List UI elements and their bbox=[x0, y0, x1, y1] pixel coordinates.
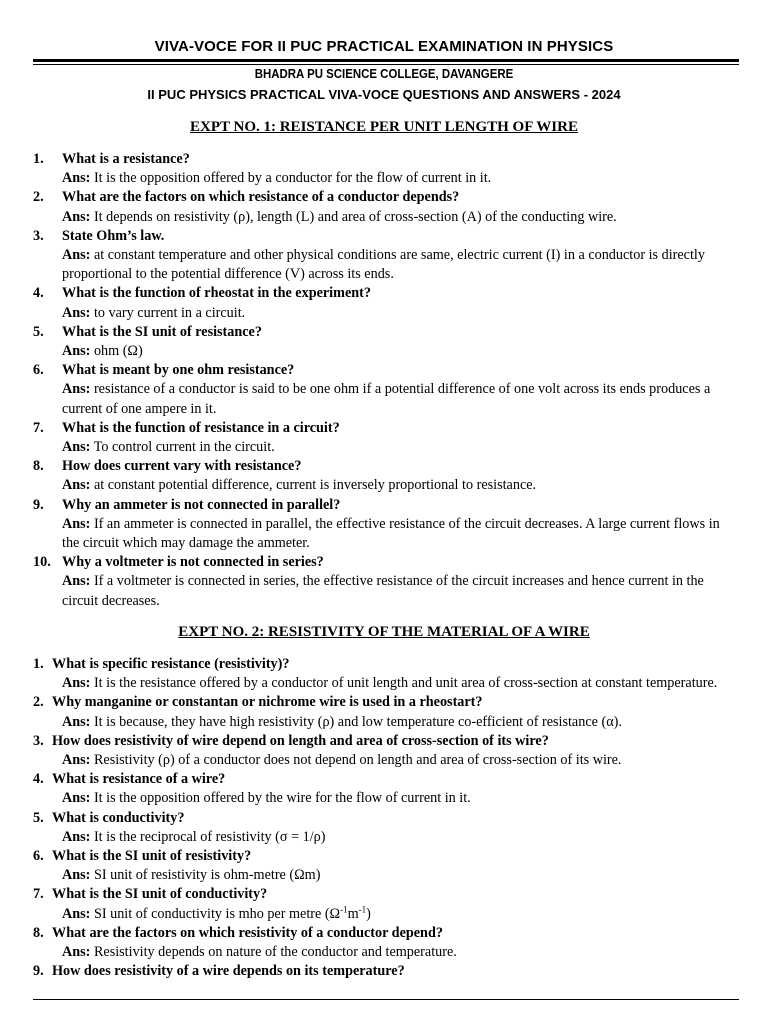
question-item bbox=[0, 770, 768, 808]
header-rule-thin bbox=[33, 64, 739, 65]
question-number: 5. bbox=[33, 323, 44, 340]
question-list-expt-1 bbox=[0, 150, 768, 611]
answer-text bbox=[62, 342, 722, 361]
superscript: -1 bbox=[340, 903, 348, 914]
question-item bbox=[0, 419, 768, 457]
superscript: -1 bbox=[358, 903, 367, 914]
answer-body: Resistivity (ρ) of a conductor does not depend on length and area of cross-section of its wire. bbox=[93, 752, 622, 769]
answer-body: If an ammeter is connected in parallel, the effective resistance of the circuit decreases. A large current flows in the circuit which may damage the ammeter. bbox=[62, 515, 720, 552]
answer-label: Ans: bbox=[62, 752, 91, 769]
section-title-expt-1: EXPT NO. 1: REISTANCE PER UNIT LENGTH OF WIRE bbox=[190, 119, 578, 135]
answer-body: If a voltmeter is connected in series, the effective resistance of the circuit increases and hence current in the circuit decreases. bbox=[62, 573, 704, 609]
question-item bbox=[0, 188, 768, 226]
question-number: 3. bbox=[33, 227, 44, 244]
answer-label: Ans: bbox=[62, 304, 91, 321]
answer-label: Ans: bbox=[62, 790, 91, 807]
question-item bbox=[0, 227, 768, 285]
question-text: How does resistivity of wire depend on length and area of cross-section of its wire? bbox=[52, 732, 549, 749]
question-text: Why an ammeter is not connected in parallel? bbox=[62, 496, 341, 513]
answer-label: Ans: bbox=[62, 477, 91, 494]
question-text: State Ohm’s law. bbox=[62, 227, 165, 244]
question-item bbox=[0, 962, 768, 981]
question-number: 1. bbox=[33, 656, 44, 672]
college-name: BHADRA PU SCIENCE COLLEGE, DAVANGERE bbox=[254, 66, 514, 81]
question-item bbox=[0, 655, 768, 693]
question-item bbox=[0, 553, 768, 611]
question-item bbox=[0, 457, 768, 495]
question-item bbox=[0, 809, 768, 847]
question-number: 10. bbox=[33, 554, 51, 571]
answer-text bbox=[62, 515, 722, 553]
answer-body: resistance of a conductor is said to be one ohm if a potential difference of one volt across its ends produces a current of one ampere in it. bbox=[62, 381, 711, 417]
question-item bbox=[0, 732, 768, 770]
question-number: 5. bbox=[33, 809, 44, 826]
answer-text bbox=[62, 674, 722, 693]
answer-text bbox=[62, 246, 722, 284]
answer-text bbox=[62, 169, 722, 188]
question-item bbox=[0, 284, 768, 322]
question-text: What is resistance of a wire? bbox=[52, 771, 226, 788]
answer-text bbox=[62, 828, 722, 847]
answer-body: It is the opposition offered by a conductor for the flow of current in it. bbox=[93, 170, 492, 187]
answer-text bbox=[62, 789, 722, 808]
question-item bbox=[0, 496, 768, 554]
answer-text bbox=[62, 208, 722, 227]
answer-body: at constant temperature and other physical conditions are same, electric current (I) in a conductor is directly proportional to the potential difference (V) across its ends. bbox=[62, 247, 705, 283]
answer-body: It is the resistance offered by a conductor of unit length and unit area of cross-section at constant temperature. bbox=[93, 675, 718, 692]
question-number: 6. bbox=[33, 848, 44, 865]
question-number: 8. bbox=[33, 458, 44, 475]
question-number: 9. bbox=[33, 963, 44, 980]
question-text: What is specific resistance (resistivity)? bbox=[52, 656, 290, 672]
answer-body: Resistivity depends on nature of the conductor and temperature. bbox=[93, 944, 457, 961]
answer-label: Ans: bbox=[62, 208, 91, 225]
question-text: What is the SI unit of resistance? bbox=[62, 323, 262, 340]
question-number: 6. bbox=[33, 362, 44, 379]
question-item bbox=[0, 150, 768, 188]
main-title: VIVA-VOCE FOR II PUC PRACTICAL EXAMINATION IN PHYSICS bbox=[154, 38, 614, 55]
answer-text bbox=[62, 943, 722, 962]
question-text: What is the function of resistance in a circuit? bbox=[62, 419, 340, 436]
question-item bbox=[0, 847, 768, 885]
answer-label: Ans: bbox=[62, 713, 91, 730]
question-number: 3. bbox=[33, 732, 44, 749]
answer-body: at constant potential difference, current is inversely proportional to resistance. bbox=[93, 477, 537, 494]
answer-body: SI unit of resistivity is ohm-metre (Ωm) bbox=[93, 867, 321, 884]
answer-body-end: ) bbox=[366, 905, 371, 922]
answer-body: It is the opposition offered by the wire for the flow of current in it. bbox=[93, 790, 471, 807]
answer-text bbox=[62, 905, 722, 924]
answer-text bbox=[62, 713, 722, 732]
question-text: What are the factors on which resistance of a conductor depends? bbox=[62, 189, 460, 206]
section-title-expt-2: EXPT NO. 2: RESISTIVITY OF THE MATERIAL OF A WIRE bbox=[178, 624, 590, 640]
question-item bbox=[0, 924, 768, 962]
answer-text bbox=[62, 751, 722, 770]
question-number: 1. bbox=[33, 151, 44, 167]
header-rule-thick bbox=[33, 59, 739, 62]
answer-text bbox=[62, 572, 722, 610]
answer-label: Ans: bbox=[62, 343, 91, 360]
question-item bbox=[0, 323, 768, 361]
question-number: 7. bbox=[33, 886, 44, 903]
question-item bbox=[0, 361, 768, 419]
answer-label: Ans: bbox=[62, 170, 91, 187]
question-number: 2. bbox=[33, 694, 44, 711]
answer-label: Ans: bbox=[62, 439, 91, 456]
question-item bbox=[0, 885, 768, 923]
answer-body: It depends on resistivity (ρ), length (L) and area of cross-section (A) of the conducting wire. bbox=[93, 208, 617, 225]
answer-label: Ans: bbox=[62, 247, 91, 264]
answer-label: Ans: bbox=[62, 381, 91, 398]
answer-body: SI unit of conductivity is mho per metre (Ω bbox=[93, 905, 341, 922]
answer-body: It is the reciprocal of resistivity (σ = 1/ρ) bbox=[93, 828, 326, 845]
answer-text bbox=[62, 476, 722, 495]
question-text: What are the factors on which resistivity of a conductor depend? bbox=[52, 924, 443, 941]
question-number: 2. bbox=[33, 189, 44, 206]
answer-label: Ans: bbox=[62, 573, 91, 590]
answer-label: Ans: bbox=[62, 905, 91, 922]
answer-text bbox=[62, 866, 722, 885]
question-text: Why manganine or constantan or nichrome wire is used in a rheostart? bbox=[52, 694, 483, 711]
footer-rule bbox=[33, 999, 739, 1000]
answer-text bbox=[62, 380, 722, 418]
answer-label: Ans: bbox=[62, 944, 91, 961]
question-number: 7. bbox=[33, 419, 44, 436]
question-text: How does current vary with resistance? bbox=[62, 458, 302, 475]
question-text: What is conductivity? bbox=[52, 809, 185, 826]
question-list-expt-2 bbox=[0, 655, 768, 981]
answer-text bbox=[62, 304, 722, 323]
question-text: How does resistivity of a wire depends on its temperature? bbox=[52, 963, 405, 980]
answer-body: To control current in the circuit. bbox=[93, 439, 275, 456]
answer-body: to vary current in a circuit. bbox=[93, 304, 246, 321]
question-item bbox=[0, 693, 768, 731]
answer-body-unit: m bbox=[347, 905, 359, 922]
question-number: 8. bbox=[33, 924, 44, 941]
question-number: 4. bbox=[33, 771, 44, 788]
subtitle: II PUC PHYSICS PRACTICAL VIVA-VOCE QUESTIONS AND ANSWERS - 2024 bbox=[147, 87, 621, 102]
question-text: What is the SI unit of resistivity? bbox=[52, 848, 252, 865]
question-number: 9. bbox=[33, 496, 44, 513]
answer-label: Ans: bbox=[62, 675, 91, 692]
question-text: What is a resistance? bbox=[62, 151, 190, 167]
answer-label: Ans: bbox=[62, 515, 91, 532]
question-number: 4. bbox=[33, 285, 44, 302]
question-text: What is meant by one ohm resistance? bbox=[62, 362, 295, 379]
question-text: What is the SI unit of conductivity? bbox=[52, 886, 268, 903]
question-text: Why a voltmeter is not connected in series? bbox=[62, 554, 324, 571]
answer-body: It is because, they have high resistivity (ρ) and low temperature co-efficient of resistance (α). bbox=[93, 713, 622, 730]
answer-label: Ans: bbox=[62, 828, 91, 845]
answer-body: ohm (Ω) bbox=[93, 343, 143, 360]
question-text: What is the function of rheostat in the experiment? bbox=[62, 285, 371, 302]
answer-text bbox=[62, 438, 722, 457]
answer-label: Ans: bbox=[62, 867, 91, 884]
